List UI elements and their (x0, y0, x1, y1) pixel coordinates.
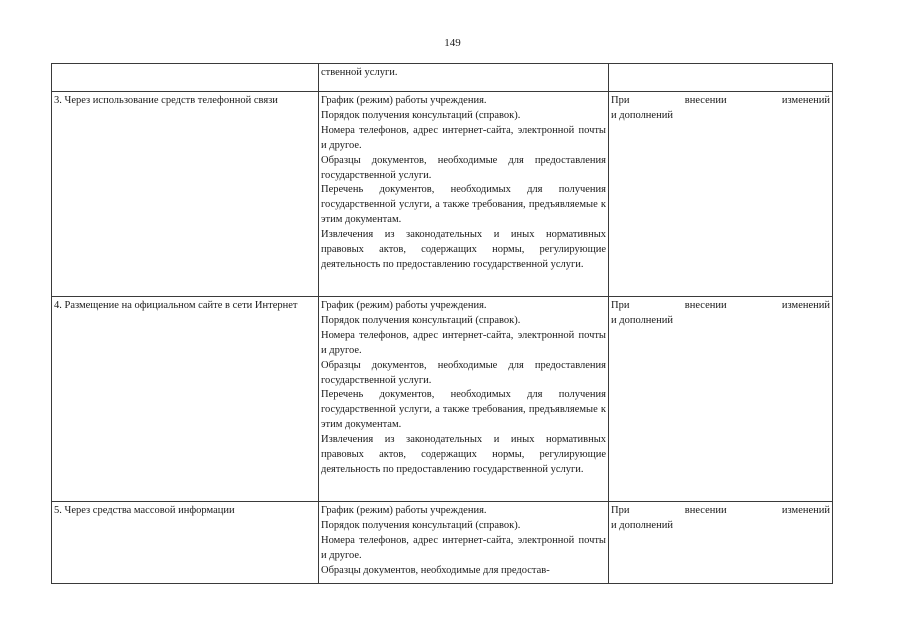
table-row (52, 92, 833, 297)
page-number: 149 (444, 37, 461, 49)
info-line: Номера телефонов, адрес интернет-сайта, электронной почты и другое. (321, 124, 606, 151)
info-line: Номера телефонов, адрес интернет-сайта, электронной почты и другое. (321, 534, 606, 561)
info-cell (319, 502, 609, 584)
info-line: Номера телефонов, адрес интернет-сайта, электронной почты и другое. (321, 329, 606, 356)
table-row (52, 502, 833, 584)
table-row (52, 297, 833, 502)
timing-text: При внесении изменений (611, 505, 830, 516)
method-cell (52, 64, 319, 92)
info-line: График (режим) работы учреждения. (321, 95, 487, 106)
info-line: Перечень документов, необходимых для получения государственной услуги, а также требования, предъявляемые к этим документам. (321, 389, 606, 431)
info-line: График (режим) работы учреждения. (321, 300, 487, 311)
timing-cell (609, 297, 833, 502)
info-line: Порядок получения консультаций (справок). (321, 109, 521, 121)
timing-cell (609, 64, 833, 92)
timing-cell (609, 502, 833, 584)
info-line: Перечень документов, необходимых для получения государственной услуги, а также требования, предъявляемые к этим документам. (321, 184, 606, 226)
info-line: ственной услуги. (321, 67, 398, 78)
timing-text: и дополнений (611, 519, 673, 531)
method-cell: 5. Через средства массовой информации (52, 502, 319, 584)
info-cell (319, 64, 609, 92)
timing-text: При внесении изменений (611, 300, 830, 311)
info-line: Извлечения из законодательных и иных нормативных правовых актов, содержащих нормы, регулирующие деятельность по предоставлению государственной услуги. (321, 434, 606, 475)
info-line: Образцы документов, необходимые для предоставления государственной услуги. (321, 359, 606, 386)
timing-text: и дополнений (611, 109, 673, 121)
info-line: Порядок получения консультаций (справок). (321, 519, 521, 531)
info-line: Образцы документов, необходимые для предоставления государственной услуги. (321, 154, 606, 181)
info-cell (319, 92, 609, 297)
timing-cell (609, 92, 833, 297)
method-cell: 4. Размещение на официальном сайте в сети Интернет (52, 297, 319, 502)
info-line: График (режим) работы учреждения. (321, 505, 487, 516)
info-line: Образцы документов, необходимые для предостав- (321, 564, 550, 576)
info-cell (319, 297, 609, 502)
timing-text: При внесении изменений (611, 95, 830, 106)
table-row-continuation (52, 64, 833, 92)
timing-text: и дополнений (611, 314, 673, 326)
info-methods-table (51, 63, 833, 584)
info-line: Извлечения из законодательных и иных нормативных правовых актов, содержащих нормы, регулирующие деятельность по предоставлению государственной услуги. (321, 229, 606, 270)
method-cell: 3. Через использование средств телефонной связи (52, 92, 319, 297)
info-line: Порядок получения консультаций (справок). (321, 314, 521, 326)
